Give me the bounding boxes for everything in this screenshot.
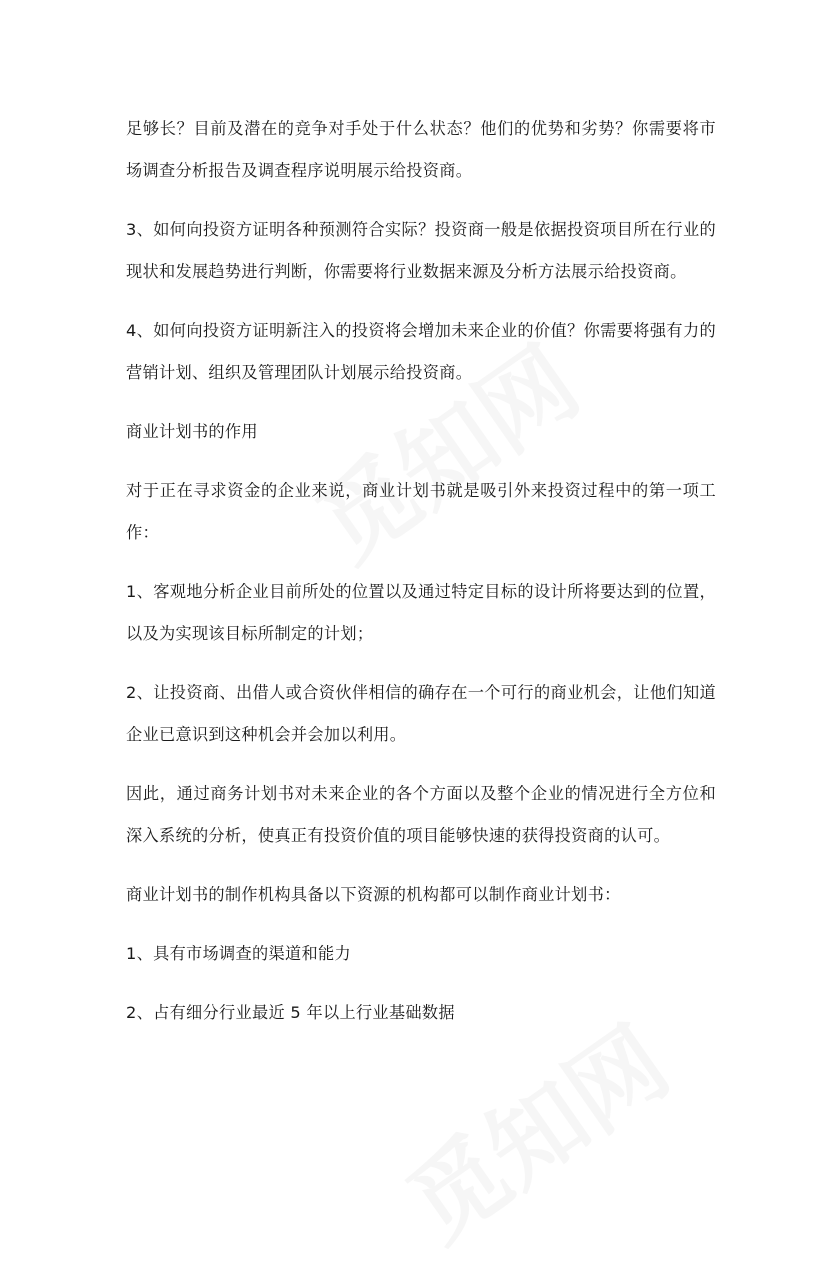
paragraph: 足够长？目前及潜在的竞争对手处于什么状态？他们的优势和劣势？你需要将市场调查分析报告及调查程序说明展示给投资商。 xyxy=(126,119,716,180)
paragraph: 因此，通过商务计划书对未来企业的各个方面以及整个企业的情况进行全方位和深入系统的分析，使真正有投资价值的项目能够快速的获得投资商的认可。 xyxy=(126,784,716,845)
paragraph: 4、如何向投资方证明新注入的投资将会增加未来企业的价值？你需要将强有力的营销计划、组织及管理团队计划展示给投资商。 xyxy=(126,321,716,382)
paragraph: 1、客观地分析企业目前所处的位置以及通过特定目标的设计所将要达到的位置，以及为实现该目标所制定的计划； xyxy=(126,582,716,643)
document-body xyxy=(126,108,716,1051)
paragraph: 商业计划书的制作机构具备以下资源的机构都可以制作商业计划书： xyxy=(126,885,621,904)
paragraph: 对于正在寻求资金的企业来说，商业计划书就是吸引外来投资过程中的第一项工作： xyxy=(126,481,716,542)
section-heading: 商业计划书的作用 xyxy=(126,422,258,441)
list-item: 2、占有细分行业最近 5 年以上行业基础数据 xyxy=(126,1003,455,1022)
paragraph: 2、让投资商、出借人或合资伙伴相信的确存在一个可行的商业机会，让他们知道企业已意识到这种机会并会加以利用。 xyxy=(126,683,716,744)
list-item: 1、具有市场调查的渠道和能力 xyxy=(126,944,351,963)
paragraph: 3、如何向投资方证明各种预测符合实际？投资商一般是依据投资项目所在行业的现状和发展趋势进行判断，你需要将行业数据来源及分析方法展示给投资商。 xyxy=(126,220,716,281)
